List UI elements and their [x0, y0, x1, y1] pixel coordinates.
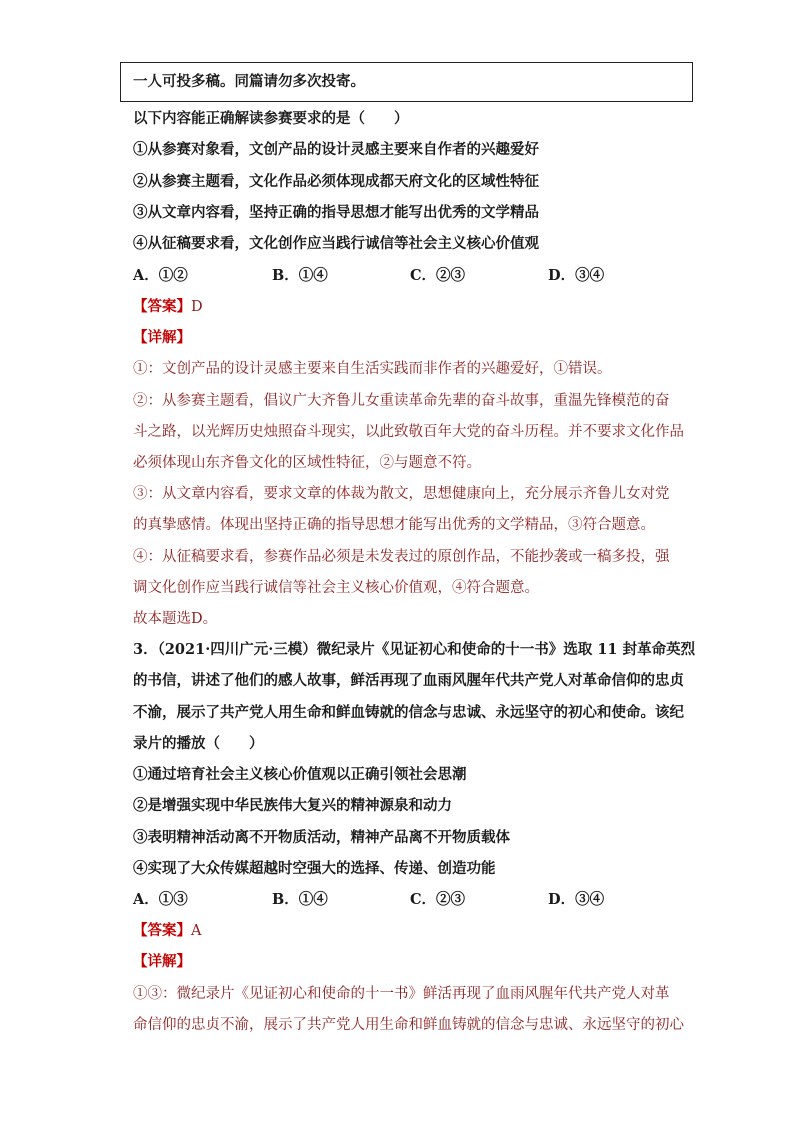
q3-statement: ④实现了大众传媒超越时空强大的选择、传递、创造功能: [133, 860, 496, 877]
q2-conclusion: 故本题选D。: [133, 611, 218, 627]
q2-statement: ①从参赛对象看，文创产品的设计灵感主要来自作者的兴趣爱好: [133, 141, 539, 158]
q3-stem-line: 录片的播放（ ）: [133, 735, 264, 752]
answer-label: 【答案】: [133, 922, 191, 939]
q2-explanation-line: ④：从征稿要求看，参赛作品必须是未发表过的原创作品，不能抄袭或一稿多投，强: [133, 549, 670, 565]
q3-detail-label: 【详解】: [133, 953, 191, 970]
q3-stem-line: 3．（2021·四川广元·三模）微纪录片《见证初心和使命的十一书》选取 11 封革命英烈: [133, 641, 696, 658]
q2-explanation-line: 必须体现山东齐鲁文化的区域性特征，②与题意不符。: [133, 455, 481, 471]
q3-statement: ③表明精神活动离不开物质活动，精神产品离不开物质载体: [133, 829, 510, 846]
q3-stem-line: 的书信，讲述了他们的感人故事，鲜活再现了血雨风腥年代共产党人对革命信仰的忠贞: [133, 672, 684, 689]
q2-explanation-line: ①：文创产品的设计灵感主要来自生活实践而非作者的兴趣爱好，①错误。: [133, 361, 612, 377]
q2-explanation-line: ③：从文章内容看，要求文章的体裁为散文，思想健康向上，充分展示齐鲁儿女对党: [133, 486, 670, 502]
q2-explanation-line: 调文化创作应当践行诚信等社会主义核心价值观，④符合题意。: [133, 580, 539, 596]
q3-explanation-line: ①③：微纪录片《见证初心和使命的十一书》鲜活再现了血雨风腥年代共产党人对革: [133, 986, 670, 1002]
q2-answer: [133, 297, 203, 317]
q3-option-b: B．①④: [272, 891, 328, 908]
answer-value: A: [191, 923, 202, 939]
q2-option-b: B．①④: [272, 267, 328, 284]
q3-statement: ②是增强实现中华民族伟大复兴的精神源泉和动力: [133, 797, 452, 814]
framed-notice-box: [120, 62, 693, 102]
q2-explanation-line: 斗之路，以光辉历史烛照奋斗现实，以此致敬百年大党的奋斗历程。并不要求文化作品: [133, 424, 684, 440]
q3-explanation-line: 命信仰的忠贞不渝，展示了共产党人用生命和鲜血铸就的信念与忠诚、永远坚守的初心: [133, 1017, 684, 1033]
q2-option-a: A．①②: [133, 267, 188, 284]
q2-statement: ④从征稿要求看，文化创作应当践行诚信等社会主义核心价值观: [133, 235, 539, 252]
q2-explanation-line: 的真挚感情。体现出坚持正确的指导思想才能写出优秀的文学精品，③符合题意。: [133, 517, 655, 533]
q2-statement: ②从参赛主题看，文化作品必须体现成都天府文化的区域性特征: [133, 173, 539, 190]
q3-stem-line: 不渝，展示了共产党人用生命和鲜血铸就的信念与忠诚、永远坚守的初心和使命。该纪: [133, 704, 684, 721]
q2-option-c: C．②③: [410, 267, 466, 284]
framed-notice-text: 一人可投多稿。同篇请勿多次投寄。: [133, 73, 365, 90]
q3-answer: [133, 921, 201, 941]
q2-statement: ③从文章内容看，坚持正确的指导思想才能写出优秀的文学精品: [133, 204, 539, 221]
q3-option-c: C．②③: [410, 891, 466, 908]
q2-explanation-line: ②：从参赛主题看，倡议广大齐鲁儿女重读革命先辈的奋斗故事，重温先锋模范的奋: [133, 393, 670, 409]
q2-stem: 以下内容能正确解读参赛要求的是（ ）: [133, 110, 409, 127]
answer-label: 【答案】: [133, 298, 191, 315]
q3-statement: ①通过培育社会主义核心价值观以正确引领社会思潮: [133, 766, 467, 783]
q2-option-d: D．③④: [548, 267, 605, 284]
answer-value: D: [191, 299, 203, 315]
q3-option-d: D．③④: [548, 891, 605, 908]
q3-option-a: A．①③: [133, 891, 188, 908]
q2-detail-label: 【详解】: [133, 329, 191, 346]
